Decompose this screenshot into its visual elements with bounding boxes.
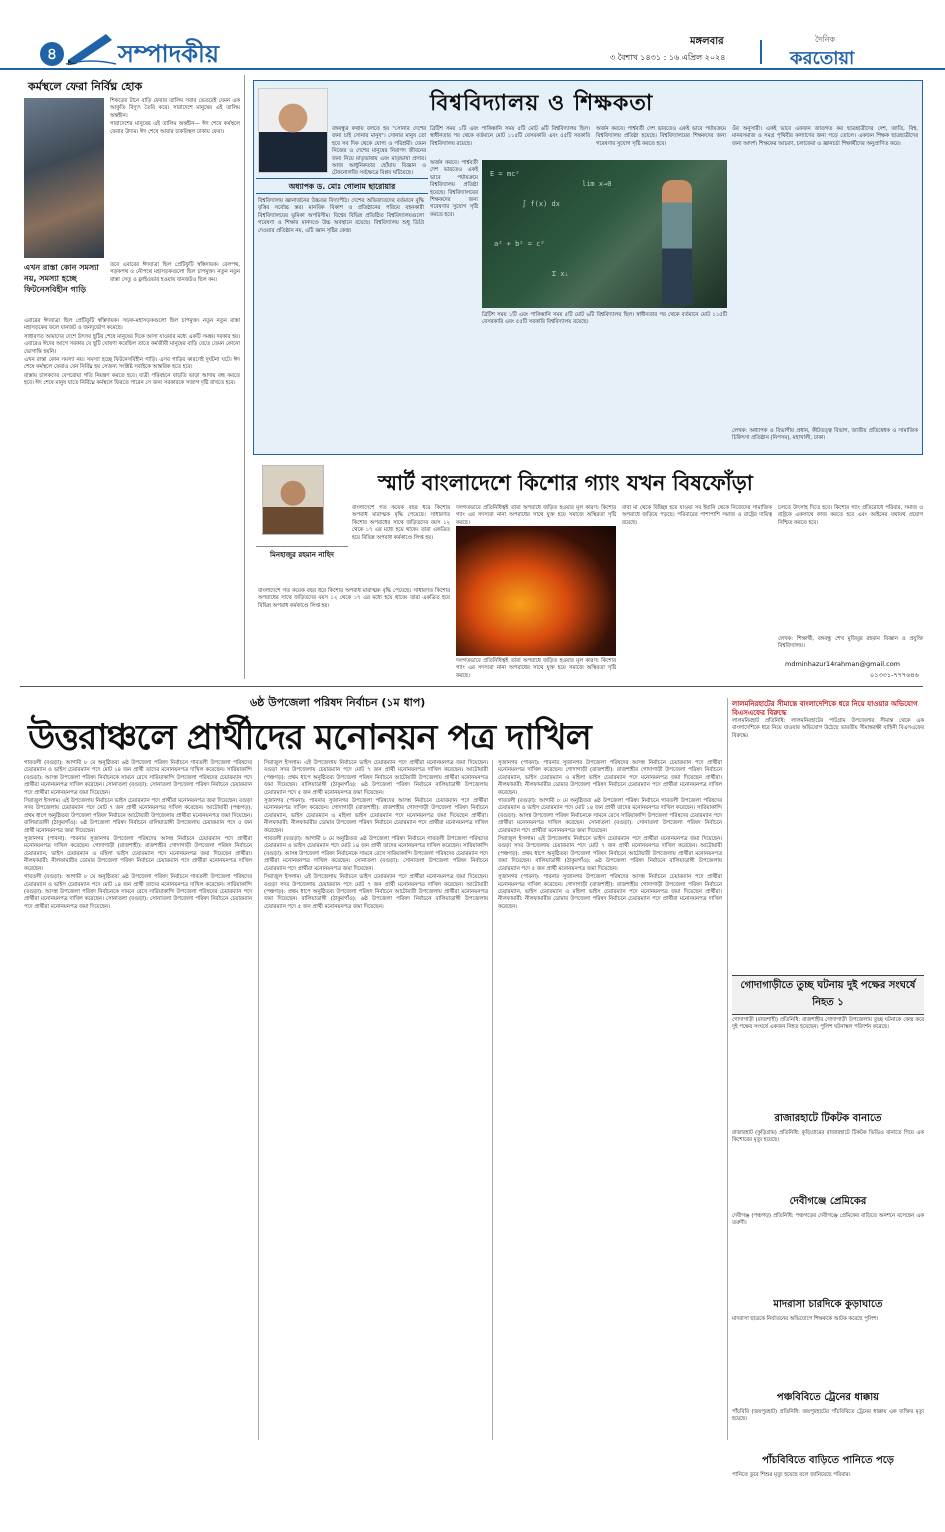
lead-paragraph: সিরাজুল ইসলাম। এই উপজেলায় নির্বাচনে ভাইস চেয়ারম্যান পদে প্রার্থীরা মনোনয়নপত্র জমা দিয়েছেন। বগুড়া সদর উপজেলায় চেয়ারম্যান পদে মোট ৭ জন প্রার্থী মনোনয়নপত্র দাখিল করেছেন। আটোয়ারী (পঞ্চগড়): প্রথম ধাপে অনুষ্ঠিতব্য উপজেলা পরিষদ নির্বাচনে আটোয়ারী উপজেলায় প্রার্থীরা মনোনয়নপত্র জমা দিয়েছেন। বালিয়াডাঙ্গী (ঠাকুরগাঁও): ৬ষ্ঠ উপজেলা পরিষদ নির্বাচনে বালিয়াডাঙ্গী উপজেলায় চেয়ারম্যান পদে ৫ জন প্রার্থী মনোনয়নপত্র জমা দিয়েছেন। — [264, 760, 488, 796]
article-column: বিশ্ববিদ্যালয় জ্ঞানার্জনের উচ্চতর বিদ্যাপীঠ। দেশের অভিজাতদের বর্তমানে বুদ্ধি বৃত্তির সর্বোচ্চ স্তর। মানবিক বিকাশ ও প্রতিষ্ঠানের পরিচয় বহনকারী বিশ্ববিদ্যালয়ের ভূমিকা অপরিসীম। বিশ্বের বিভিন্ন প্রতিষ্ঠিত বিশ্ববিদ্যালয়গুলো গবেষণা ও শিক্ষার মানদণ্ডে উচ্চ অবস্থানে রয়েছে। বিশ্ববিদ্যালয় শুধু ডিগ্রি দেওয়ার প্রতিষ্ঠান নয়, এটি জ্ঞান সৃষ্টির কেন্দ্র। — [258, 198, 424, 234]
editorial-paragraph: রাস্তায় চালকদের বেপরোয়া গতি নিয়ন্ত্রণ করতে হবে। যাত্রী পরিবহনে বাড়তি ভাড়া আদায় বন্ধ করতে হবে। ঈদ শেষে মানুষ যাতে নির্বিঘ্নে কর্মস্থলে ফিরতে পারেন সে জন্য সরকারকে সজাগ দৃষ্টি রাখতে হবে। — [24, 372, 240, 387]
section-divider — [20, 686, 923, 687]
article-column: বাংলাদেশে গত কয়েক বছর ধরে কিশোর অপরাধ মারাত্মক বৃদ্ধি পেয়েছে। সাধারণত কিশোর অপরাধের সাথে জড়িতদের বয়স ১২ থেকে ১৭ এর মধ্যে হয়ে থাকে। তারা একত্রিত হয়ে বিভিন্ন অপরাধ কর্মকাণ্ডে লিপ্ত হয়। — [258, 588, 450, 609]
paper-prefix: দৈনিক — [815, 35, 836, 44]
editorial-paragraph: এখন রাস্তা কোন সমস্যা নয়। সমস্যা হচ্ছে ফিটনেসবিহীন গাড়ি। এসব গাড়ির কারণেই দুর্ঘটনা ঘটে। ঈদ শেষে কর্মস্থলে ফেরাও যেন নির্বিঘ্ন হয় সেজন্য সংশ্লিষ্ট সবাইকে আন্তরিক হতে হবে। — [24, 357, 240, 371]
pen-icon — [66, 30, 116, 66]
day-name: মঙ্গলবার — [690, 36, 724, 47]
chalk-formula: lim x→0 — [582, 180, 612, 188]
editorial-title: কর্মস্থলে ফেরা নির্বিঘ্ন হোক — [28, 80, 143, 93]
article-column: দলগতভাবে প্রতিনিধিত্বই তারা অপরাধে জড়িত হওয়ার মূল কারণ। কিশোর গ্যাং এর সদস্যরা নানা অপরাধের সাথে যুক্ত হয়ে সমাজে অস্থিরতা সৃষ্টি করছে। — [456, 658, 616, 679]
lead-column — [498, 760, 722, 1442]
article-column: ওঁর অনুসারী। একই ভাবে একজন জাতগত কর ছাত্রছাত্রীদের দেশ, জাতি, বিশ্ব, মানবসমাজ ও সমগ্র পৃথিবীর কল্যাণের জন্য গড়ে তোলে। একজন শিক্ষক ছাত্রছাত্রীদের জন্য আদর্শ। শিক্ষকের আচরণ, চলাফেরা ও জ্ঞানচর্চা শিক্ষার্থীদের অনুপ্রাণিত করে। — [732, 126, 918, 147]
article-title: বিশ্ববিদ্যালয় ও শিক্ষকতা — [430, 90, 654, 116]
lead-paragraph: সিরাজুল ইসলাম। এই উপজেলায় নির্বাচনে ভাইস চেয়ারম্যান পদে প্রার্থীরা মনোনয়নপত্র জমা দিয়েছেন। বগুড়া সদর উপজেলায় চেয়ারম্যান পদে মোট ৭ জন প্রার্থী মনোনয়নপত্র দাখিল করেছেন। আটোয়ারী (পঞ্চগড়): প্রথম ধাপে অনুষ্ঠিতব্য উপজেলা পরিষদ নির্বাচনে আটোয়ারী উপজেলায় প্রার্থীরা মনোনয়নপত্র জমা দিয়েছেন। বালিয়াডাঙ্গী (ঠাকুরগাঁও): ৬ষ্ঠ উপজেলা পরিষদ নির্বাচনে বালিয়াডাঙ্গী উপজেলায় চেয়ারম্যান পদে ৫ জন প্রার্থী মনোনয়নপত্র জমা দিয়েছেন। — [498, 836, 722, 872]
teacher-figure — [662, 180, 692, 305]
news-subhead: পাঁচবিবিতে বাড়িতে পানিতে পড়ে — [762, 1455, 894, 1466]
article-byline: অধ্যাপক ড. মোঃ গোলাম ছারোয়ার — [256, 178, 428, 194]
article-column: অর্জন করবে। পার্শ্ববর্তী দেশ ভারতেও একই ভাবে পর্যায়ক্রমে বিশ্ববিদ্যালয় প্রতিষ্ঠা হয়েছে। বিশ্ববিদ্যালয়ের শিক্ষকদের জন্য গবেষণার সুযোগ সৃষ্টি করতে হবে। — [596, 126, 726, 147]
lead-paragraph: গাবতলী (বগুড়া): আগামী ৮ মে অনুষ্ঠিতব্য ৬ষ্ঠ উপজেলা পরিষদ নির্বাচনে গাবতলী উপজেলা পরিষদের চেয়ারম্যান ও ভাইস চেয়ারম্যান পদে মোট ১৪ জন প্রার্থী তাদের মনোনয়নপত্র দাখিল করেছেন। সারিয়াকান্দি (বগুড়া): আসন্ন উপজেলা পরিষদ নির্বাচনকে সামনে রেখে সারিয়াকান্দি উপজেলা পরিষদের চেয়ারম্যান পদে প্রার্থীরা মনোনয়নপত্র দাখিল করেছেন। সোনাতলা (বগুড়া): সোনাতলা উপজেলা পরিষদ নির্বাচনে চেয়ারম্যান পদে প্রার্থীরা মনোনয়নপত্র জমা দিয়েছেন। — [264, 836, 488, 872]
lead-paragraph: গাবতলী (বগুড়া): আগামী ৮ মে অনুষ্ঠিতব্য ৬ষ্ঠ উপজেলা পরিষদ নির্বাচনে গাবতলী উপজেলা পরিষদের চেয়ারম্যান ও ভাইস চেয়ারম্যান পদে মোট ১৪ জন প্রার্থী তাদের মনোনয়নপত্র দাখিল করেছেন। সারিয়াকান্দি (বগুড়া): আসন্ন উপজেলা পরিষদ নির্বাচনকে সামনে রেখে সারিয়াকান্দি উপজেলা পরিষদের চেয়ারম্যান পদে প্রার্থীরা মনোনয়নপত্র দাখিল করেছেন। সোনাতলা (বগুড়া): সোনাতলা উপজেলা পরিষদ নির্বাচনে চেয়ারম্যান পদে প্রার্থীরা মনোনয়নপত্র জমা দিয়েছেন। — [498, 798, 722, 834]
article-title: স্মার্ট বাংলাদেশে কিশোর গ্যাং যখন বিষফোঁড়া — [378, 470, 753, 495]
news-subhead: রাজারহাটে টিকটক বানাতে — [774, 1113, 882, 1124]
news-text: লালমনিরহাট প্রতিনিধি: লালমনিরহাটের পাটগ্রাম উপজেলার সীমান্ত থেকে এক বাংলাদেশিকে ধরে নিয়ে যাওয়ার অভিযোগ উঠেছে ভারতীয় সীমান্তরক্ষী বাহিনী বিএসএফের বিরুদ্ধে। — [732, 718, 924, 739]
article-column: চলতে উৎসাহ দিতে হবে। কিশোর গ্যাং প্রতিরোধে পরিবার, সমাজ ও রাষ্ট্রকে একসাথে কাজ করতে হবে এবং আইনের যথাযথ প্রয়োগ নিশ্চিত করতে হবে। — [778, 505, 923, 526]
article-column: ব্রিটিশ সময় ১টি এবং পাকিস্তানি সময় ৫টি মোট ৬টি বিশ্ববিদ্যালয় ছিল। স্বাধীনতার পর থেকে বর্তমানে মোট ১১৫টি বেসরকারি এবং ৫৫টি সরকারি বিশ্ববিদ্যালয় রয়েছে। — [482, 312, 727, 326]
column-rule — [727, 698, 728, 1440]
lead-paragraph: গাবতলী (বগুড়া): আগামী ৮ মে অনুষ্ঠিতব্য ৬ষ্ঠ উপজেলা পরিষদ নির্বাচনে গাবতলী উপজেলা পরিষদের চেয়ারম্যান ও ভাইস চেয়ারম্যান পদে মোট ১৪ জন প্রার্থী তাদের মনোনয়নপত্র দাখিল করেছেন। সারিয়াকান্দি (বগুড়া): আসন্ন উপজেলা পরিষদ নির্বাচনকে সামনে রেখে সারিয়াকান্দি উপজেলা পরিষদের চেয়ারম্যান পদে প্রার্থীরা মনোনয়নপত্র দাখিল করেছেন। সোনাতলা (বগুড়া): সোনাতলা উপজেলা পরিষদ নির্বাচনে চেয়ারম্যান পদে প্রার্থীরা মনোনয়নপত্র জমা দিয়েছেন। — [24, 874, 252, 910]
editorial-text-top — [110, 98, 240, 258]
news-subhead: দেবীগঞ্জে প্রেমিকের — [789, 1196, 867, 1207]
page-number: ৪ — [40, 42, 64, 66]
editorial-pull-quote: এখন রাস্তা কোন সমস্যা নয়, সমস্যা হচ্ছে ফিটনেসবিহীন গাড়ি — [24, 263, 99, 294]
lead-paragraph: সিরাজুল ইসলাম। এই উপজেলায় নির্বাচনে ভাইস চেয়ারম্যান পদে প্রার্থীরা মনোনয়নপত্র জমা দিয়েছেন। বগুড়া সদর উপজেলায় চেয়ারম্যান পদে মোট ৭ জন প্রার্থী মনোনয়নপত্র দাখিল করেছেন। আটোয়ারী (পঞ্চগড়): প্রথম ধাপে অনুষ্ঠিতব্য উপজেলা পরিষদ নির্বাচনে আটোয়ারী উপজেলায় প্রার্থীরা মনোনয়নপত্র জমা দিয়েছেন। বালিয়াডাঙ্গী (ঠাকুরগাঁও): ৬ষ্ঠ উপজেলা পরিষদ নির্বাচনে বালিয়াডাঙ্গী উপজেলায় চেয়ারম্যান পদে ৫ জন প্রার্থী মনোনয়নপত্র জমা দিয়েছেন। — [24, 798, 252, 834]
editorial-paragraph: তবে এবারের ঈদযাত্রা ছিল প্রেটিফুটি স্বস্তিদায়ক। রেলপথ, সড়কপথ ও নৌপথে মহাসড়কগুলো ছিল চাপমুক্ত। নতুন নতুন রাস্তা সেতু ও ফ্লাইওভার হওয়ায় যানজটও ছিল কম। — [110, 262, 240, 283]
author-photo — [258, 88, 328, 173]
editorial-paragraph: সারাদেশের মানুষের এই তালিম অন্তহীন— ঈদ শেষে কর্মস্থলে ফেরার উদ্যম। ঈদ শেষে আবার চাকরিস্থল ঢাকায় ফেরা। — [110, 121, 240, 135]
chalk-formula: a² + b² = c² — [494, 240, 545, 248]
editorial-paragraph: এবারের ঈদযাত্রা ছিল প্রেটিফুটি স্বস্তিদায়ক। সড়ক-মহাসড়কগুলো ছিল চাপমুক্ত। নতুন নতুন রাস্তা মহাসড়কের ফলে যানজট ও জনদুর্ভোগ কমেছে। — [24, 318, 240, 332]
article-author-note: লেখক: শিক্ষার্থী, বঙ্গবন্ধু শেখ মুজিবুর রহমান বিজ্ঞান ও প্রযুক্তি বিশ্ববিদ্যালয়। — [778, 636, 923, 650]
chalk-formula: Σ xᵢ — [552, 270, 569, 278]
lead-headline: উত্তরাঞ্চলে প্রার্থীদের মনোনয়ন পত্র দাখিল — [28, 717, 591, 758]
lead-column — [264, 760, 488, 1442]
news-box-title: গোদাগাড়ীতে তুচ্ছ ঘটনায় দুই পক্ষের সংঘর্ষে নিহত ১ — [732, 975, 924, 1015]
lead-paragraph: সুজানগর (পাবনা): পাবনার সুজানগর উপজেলা পরিষদের আসন্ন নির্বাচনে চেয়ারম্যান পদে প্রার্থীরা মনোনয়নপত্র দাখিল করেছেন। গোদাগাড়ী (রাজশাহী): রাজশাহীর গোদাগাড়ী উপজেলা পরিষদ নির্বাচনে চেয়ারম্যান, ভাইস চেয়ারম্যান ও মহিলা ভাইস চেয়ারম্যান পদে মনোনয়নপত্র জমা দিয়েছেন প্রার্থীরা। নীলফামারী: নীলফামারীর ডোমার উপজেলা পরিষদ নির্বাচনে চেয়ারম্যান পদে প্রার্থীরা মনোনয়নপত্র দাখিল করেছেন। — [24, 836, 252, 872]
article-column: বাবা মা থেকে বিচ্ছিন্ন হয়ে যাওয়া সব ইয়ানি থেকে নিজেদের সামাজিক অপরাধে জড়িয়ে পড়ছে। পরিবারের পাশাপাশি সমাজ ও রাষ্ট্রের দায়িত্ব রয়েছে। — [622, 505, 772, 526]
paper-name: করতোয়া — [790, 48, 855, 69]
news-text: পানিতে ডুবে শিশুর মৃত্যু হয়েছে বলে জানিয়েছে পরিবার। — [732, 1472, 851, 1478]
lead-column — [24, 760, 252, 1442]
author-photo — [262, 465, 324, 535]
masthead-divider — [760, 40, 762, 64]
article-author-note: লেখক: অধ্যাপক ও বিভাগীয় প্রধান, কীটতত্ত্ব বিভাগ, জাতীয় প্রতিষেধক ও সামাজিক চিকিৎসা প্রতিষ্ঠান (নিপসম), মহাখালী, ঢাকা। — [732, 428, 918, 442]
chalk-formula: E = mc² — [490, 170, 520, 178]
news-text: পাঁচবিবি (জয়পুরহাট) প্রতিনিধি: জয়পুরহাটের পাঁচবিবিতে ট্রেনের ধাক্কায় এক ব্যক্তির মৃত্যু হয়েছে। — [732, 1409, 924, 1423]
author-email: mdminhazur14rahman@gmail.com — [785, 660, 901, 668]
article-column: দলগতভাবে প্রতিনিধিত্বই তারা অপরাধে জড়িত হওয়ার মূল কারণ। কিশোর গ্যাং এর সদস্যরা নানা অপরাধের সাথে যুক্ত হয়ে সমাজে অস্থিরতা সৃষ্টি করছে। — [456, 505, 616, 526]
news-text: গোদাগাড়ী (রাজশাহী) প্রতিনিধি: রাজশাহীর গোদাগাড়ী উপজেলায় তুচ্ছ ঘটনাকে কেন্দ্র করে দুই পক্ষের সংঘর্ষে একজন নিহত হয়েছেন। পুলিশ ঘটনাস্থল পরিদর্শন করেছে। — [732, 1017, 924, 1031]
crowd-photo — [24, 98, 104, 258]
news-text: মাদরাসা ছাত্রকে নির্যাতনের অভিযোগে শিক্ষককে আটক করেছে পুলিশ। — [732, 1316, 879, 1322]
editorial-text-body — [24, 318, 240, 674]
lead-kicker: ৬ষ্ঠ উপজেলা পরিষদ নির্বাচন (১ম ধাপ) — [250, 696, 426, 709]
news-subhead: মাদরাসা চারদিকে কুড়াঘাতে — [773, 1299, 883, 1310]
article-byline: মিনহাজুর রহমান নাহিদ — [256, 546, 348, 561]
article-column: বাংলাদেশে গত কয়েক বছর ধরে কিশোর অপরাধ মারাত্মক বৃদ্ধি পেয়েছে। সাধারণত কিশোর অপরাধের সাথে জড়িতদের বয়স ১২ থেকে ১৭ এর মধ্যে হয়ে থাকে। তারা একত্রিত হয়ে বিভিন্ন অপরাধ কর্মকাণ্ডে লিপ্ত হয়। — [352, 505, 450, 541]
right-news-column — [732, 700, 924, 1532]
article-column: ব্রিটিশ সময় ১টি এবং পাকিস্তানি সময় ৫টি মোট ৬টি বিশ্ববিদ্যালয় ছিল। স্বাধীনতার পর থেকে বর্তমানে মোট ১১৫টি বেসরকারি এবং ৫৫টি সরকারি বিশ্ববিদ্যালয় রয়েছে। — [430, 126, 590, 147]
lead-paragraph: সুজানগর (পাবনা): পাবনার সুজানগর উপজেলা পরিষদের আসন্ন নির্বাচনে চেয়ারম্যান পদে প্রার্থীরা মনোনয়নপত্র দাখিল করেছেন। গোদাগাড়ী (রাজশাহী): রাজশাহীর গোদাগাড়ী উপজেলা পরিষদ নির্বাচনে চেয়ারম্যান, ভাইস চেয়ারম্যান ও মহিলা ভাইস চেয়ারম্যান পদে মনোনয়নপত্র জমা দিয়েছেন প্রার্থীরা। নীলফামারী: নীলফামারীর ডোমার উপজেলা পরিষদ নির্বাচনে চেয়ারম্যান পদে প্রার্থীরা মনোনয়নপত্র দাখিল করেছেন। — [264, 798, 488, 834]
article-column: বঙ্গবন্ধুর কথায় বলতে হয় "সোনার দেশের জন্য চাই সোনার মানুষ"। সোনার মানুষ তো হবে সব দিক থেকে যোগ্য ও পরিশ্রমী। যেমন নিজের ও দেশের মানুষের নিরাপদ জীবনের জন্য নিয়ে মাতৃভাষায় এবং মাতৃভাষা প্রসার। আজ আধুনিকতার ছোঁয়ায় বিজ্ঞান ও টেকনোলজি সর্বক্ষেত্রে বিপ্লব ঘটিয়েছে। — [332, 126, 426, 177]
lead-paragraph: সুজানগর (পাবনা): পাবনার সুজানগর উপজেলা পরিষদের আসন্ন নির্বাচনে চেয়ারম্যান পদে প্রার্থীরা মনোনয়নপত্র দাখিল করেছেন। গোদাগাড়ী (রাজশাহী): রাজশাহীর গোদাগাড়ী উপজেলা পরিষদ নির্বাচনে চেয়ারম্যান, ভাইস চেয়ারম্যান ও মহিলা ভাইস চেয়ারম্যান পদে মনোনয়নপত্র জমা দিয়েছেন প্রার্থীরা। নীলফামারী: নীলফামারীর ডোমার উপজেলা পরিষদ নির্বাচনে চেয়ারম্যান পদে প্রার্থীরা মনোনয়নপত্র দাখিল করেছেন। — [498, 760, 722, 796]
editorial-text-mid — [110, 262, 240, 314]
lead-paragraph: সিরাজুল ইসলাম। এই উপজেলায় নির্বাচনে ভাইস চেয়ারম্যান পদে প্রার্থীরা মনোনয়নপত্র জমা দিয়েছেন। বগুড়া সদর উপজেলায় চেয়ারম্যান পদে মোট ৭ জন প্রার্থী মনোনয়নপত্র দাখিল করেছেন। আটোয়ারী (পঞ্চগড়): প্রথম ধাপে অনুষ্ঠিতব্য উপজেলা পরিষদ নির্বাচনে আটোয়ারী উপজেলায় প্রার্থীরা মনোনয়নপত্র জমা দিয়েছেন। বালিয়াডাঙ্গী (ঠাকুরগাঁও): ৬ষ্ঠ উপজেলা পরিষদ নির্বাচনে বালিয়াডাঙ্গী উপজেলায় চেয়ারম্যান পদে ৫ জন প্রার্থী মনোনয়নপত্র জমা দিয়েছেন। — [264, 874, 488, 910]
lead-paragraph: সুজানগর (পাবনা): পাবনার সুজানগর উপজেলা পরিষদের আসন্ন নির্বাচনে চেয়ারম্যান পদে প্রার্থীরা মনোনয়নপত্র দাখিল করেছেন। গোদাগাড়ী (রাজশাহী): রাজশাহীর গোদাগাড়ী উপজেলা পরিষদ নির্বাচনে চেয়ারম্যান, ভাইস চেয়ারম্যান ও মহিলা ভাইস চেয়ারম্যান পদে মনোনয়নপত্র জমা দিয়েছেন প্রার্থীরা। নীলফামারী: নীলফামারীর ডোমার উপজেলা পরিষদ নির্বাচনে চেয়ারম্যান পদে প্রার্থীরা মনোনয়নপত্র দাখিল করেছেন। — [498, 874, 722, 910]
chalk-formula: ∫ f(x) dx — [522, 200, 560, 208]
news-text: রাজারহাট (কুড়িগ্রাম) প্রতিনিধি: কুড়িগ্রামের রাজারহাটে টিকটক ভিডিও বানাতে গিয়ে এক কিশোরের মৃত্যু হয়েছে। — [732, 1130, 924, 1144]
column-rule — [258, 760, 259, 1440]
column-rule — [492, 760, 493, 1440]
lead-paragraph: গাবতলী (বগুড়া): আগামী ৮ মে অনুষ্ঠিতব্য ৬ষ্ঠ উপজেলা পরিষদ নির্বাচনে গাবতলী উপজেলা পরিষদের চেয়ারম্যান ও ভাইস চেয়ারম্যান পদে মোট ১৪ জন প্রার্থী তাদের মনোনয়নপত্র দাখিল করেছেন। সারিয়াকান্দি (বগুড়া): আসন্ন উপজেলা পরিষদ নির্বাচনকে সামনে রেখে সারিয়াকান্দি উপজেলা পরিষদের চেয়ারম্যান পদে প্রার্থীরা মনোনয়নপত্র দাখিল করেছেন। সোনাতলা (বগুড়া): সোনাতলা উপজেলা পরিষদ নির্বাচনে চেয়ারম্যান পদে প্রার্থীরা মনোনয়নপত্র জমা দিয়েছেন। — [24, 760, 252, 796]
news-subhead: পঞ্চবিবিতে ট্রেনের ধাক্কায় — [776, 1392, 880, 1403]
article-column: অর্জন করবে। পার্শ্ববর্তী দেশ ভারতেও একই ভাবে পর্যায়ক্রমে বিশ্ববিদ্যালয় প্রতিষ্ঠা হয়েছে। বিশ্ববিদ্যালয়ের শিক্ষকদের জন্য গবেষণার সুযোগ সৃষ্টি করতে হবে। — [430, 160, 478, 218]
editorial-paragraph: সাধারণত আমাদের দেশে উৎসব ছুটির শেষে মানুষের দিকে আসা যাওয়ার মধ্যে একটি সমন্বয় দরকার হয়। এবারেও ঈদের আগে সরকার যে ছুটি ঘোষণা করেছিল তাতে কর্মজীবী মানুষের বাড়ি যেতে তেমন কোনো ভোগান্তি হয়নি। — [24, 333, 240, 355]
fire-crowd-photo — [456, 526, 616, 656]
section-title: সম্পাদকীয় — [118, 39, 220, 68]
news-headline: লালমনিরহাটের সীমান্তে বাংলাদেশিকে ধরে নিয়ে যাওয়ার অভিযোগ বিএসএফের বিরুদ্ধে — [732, 700, 918, 717]
chalkboard-photo — [482, 160, 727, 308]
news-text: দেবীগঞ্জ (পঞ্চগড়) প্রতিনিধি: পঞ্চগড়ের দেবীগঞ্জে প্রেমিকের বাড়িতে অনশনে বসেছেন এক তরুণী। — [732, 1213, 924, 1227]
date-line: ৩ বৈশাখ ১৪৩১ : ১৬ এপ্রিল ২০২৪ — [610, 53, 726, 62]
author-phone: ০১৩৩১-৭৭৭৬৪৬ — [870, 671, 919, 679]
editorial-paragraph: শিকড়ের টানে বাড়ি ফেরার তালিম সবার ভেতরেই যেমন এক আকুতি বিদ্যুৎ তৈরি করে। সারাদেশে মানুষের এই তালিম অন্তহীন। — [110, 98, 240, 119]
